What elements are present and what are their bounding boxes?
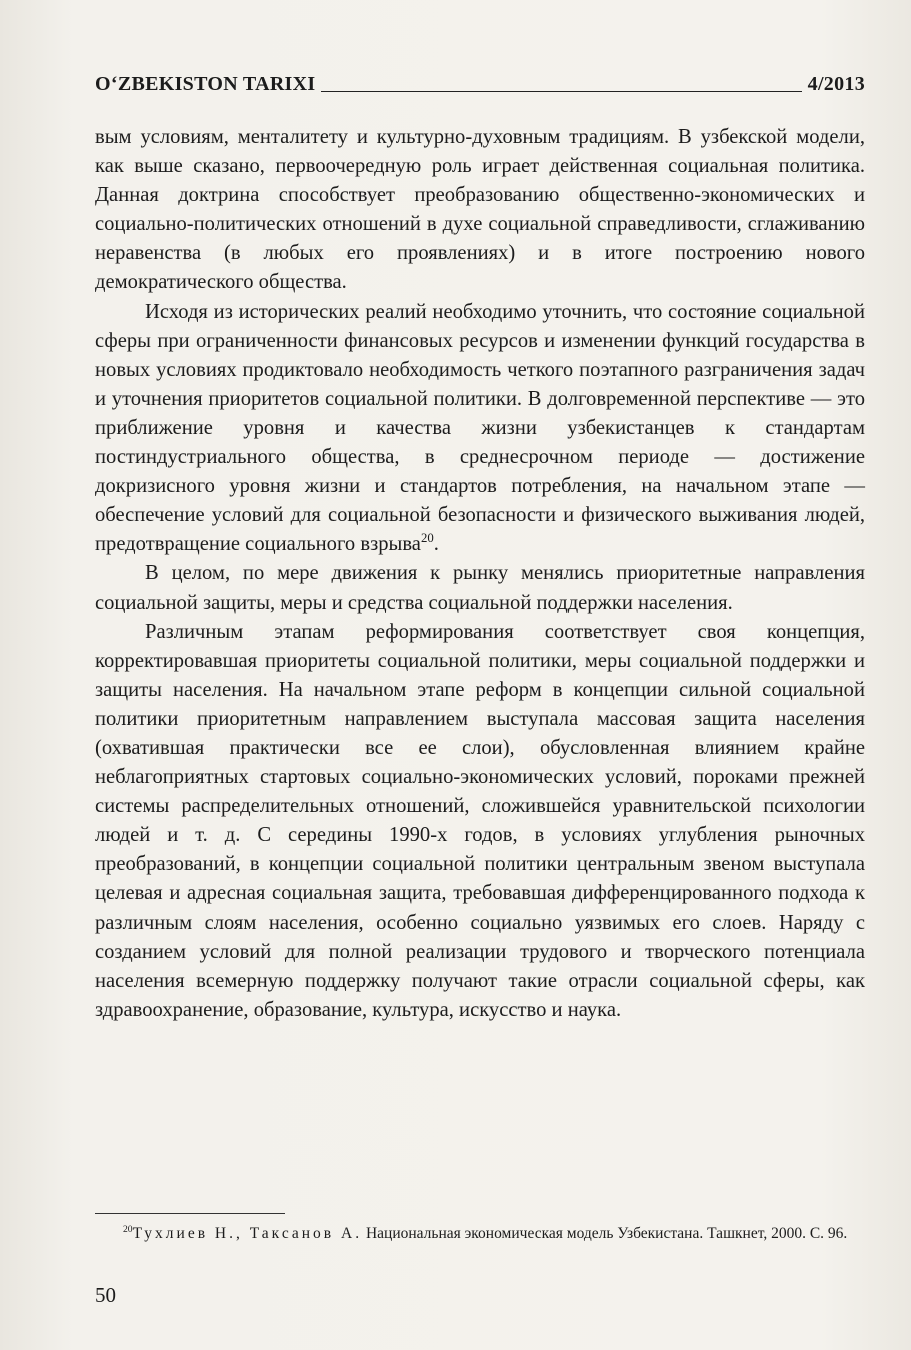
paragraph-2-text: Исходя из исторических реалий необходимо уточнить, что состояние социальной сферы при ограниченности финансовых ресурсов и изменении функций государства в новых условиях продиктовало необходимость четкого поэтапного разграничения задач и уточнения приоритетов социальной политики. В долговременной перспективе — это приближение уровня и качества жизни узбекистанцев к стандартам постиндустриального общества, в среднесрочном периоде — достижение докризисного уровня жизни и стандартов потребления, на начальном этапе — обеспечение условий для социальной безопасности и физического выживания людей, предотвращение социального взрыва: [95, 300, 865, 556]
footnote: [95, 1223, 865, 1245]
running-header: [95, 70, 865, 96]
page-number: 50: [95, 1283, 116, 1307]
paragraph-1: вым условиям, менталитету и культурно-духовным традициям. В узбекской модели, как выше сказано, первоочередную роль играет действенная социальная политика. Данная доктрина способствует преобразованию общественно-экономических и социально-политических отношений в духе социальной справедливости, сглаживанию неравенства (в любых его проявлениях) и в итоге построению нового демократического общества.: [95, 126, 865, 294]
footnote-text: Национальная экономическая модель Узбекистана. Ташкнет, 2000. С. 96.: [362, 1225, 848, 1242]
issue-number: 4/2013: [807, 73, 865, 95]
footnote-authors: Тухлиев Н., Таксанов А.: [132, 1225, 363, 1242]
body-text: [95, 123, 865, 1025]
paragraph-2: Исходя из исторических реалий необходимо уточнить, что состояние социальной сферы при ограниченности финансовых ресурсов и изменении функций государства в новых условиях продиктовало необходимость четкого поэтапного разграничения задач и уточнения приоритетов социальной политики. В долговременной перспективе — это приближение уровня и качества жизни узбекистанцев к стандартам постиндустриального общества, в среднесрочном периоде — достижение докризисного уровня жизни и стандартов потребления, на начальном этапе — обеспечение условий для социальной безопасности и физического выживания людей, предотвращение социального взрыва$^{20}$.: [95, 300, 865, 556]
journal-title: O‘ZBEKISTON TARIXI: [95, 73, 316, 95]
footnote-divider: [95, 1213, 285, 1214]
paragraph-3: В целом, по мере движения к рынку менялись приоритетные направления социальной защиты, меры и средства социальной поддержки населения.: [95, 562, 865, 614]
paragraph-4: Различным этапам реформирования соответствует своя концепция, корректировавшая приоритеты социальной политики, меры социальной поддержки и защиты населения. На начальном этапе реформ в концепции сильной социальной политики приоритетным направлением выступала массовая защита населения (охватившая практически все ее слои), обусловленная влиянием крайне неблагоприятных стартовых социально-экономических условий, пороками прежней системы распределительных отношений, сложившейся уравнительской психологии людей и т. д. С середины 1990-х годов, в условиях углубления рыночных преобразований, в концепции социальной политики центральным звеном выступала целевая и адресная социальная защита, требовавшая дифференцированного подхода к различным слоям населения, особенно социально уязвимых его слоев. Наряду с созданием условий для полной реализации трудового и творческого потенциала населения всемерную поддержку получают такие отрасли социальной сферы, как здравоохранение, образование, культура, искусство и наука.: [95, 620, 865, 1021]
footnote-number: 20: [123, 1223, 133, 1235]
footnote-reference[interactable]: 20: [420, 531, 434, 546]
header-rule: [321, 91, 801, 92]
